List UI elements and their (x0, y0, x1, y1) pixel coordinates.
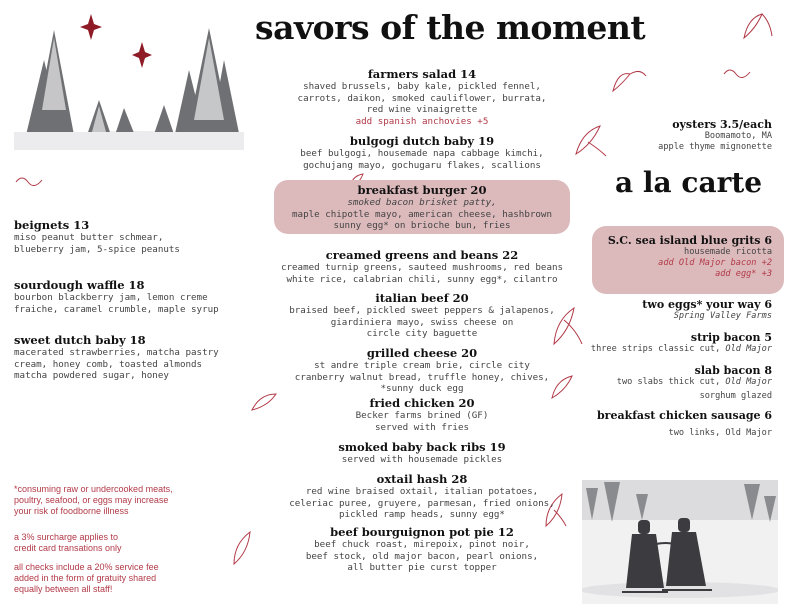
item-desc-line: miso peanut butter schmear, (14, 232, 164, 243)
note-line: credit card transations only (14, 543, 122, 553)
note-line: a 3% surcharge applies to (14, 532, 119, 542)
snowy-trees-illustration (14, 20, 244, 150)
page-title: savors of the moment (255, 8, 646, 47)
item-desc-line: three strips classic cut, (590, 344, 726, 354)
item-addon: add Old Major bacon +2 (658, 258, 772, 268)
note-line: your risk of foodborne illness (14, 506, 129, 516)
menu-item-chicken-sausage (597, 409, 772, 439)
item-desc-line: braised beef, pickled sweet peppers & jalapenos, (289, 305, 555, 316)
item-desc-line: sorghum glazed (699, 391, 772, 401)
alacarte-heading: a la carte (615, 166, 763, 199)
item-name: grilled cheese 20 (366, 346, 478, 360)
item-desc-line: cranberry walnut bread, truffle honey, chives, (294, 371, 550, 383)
item-desc-line: shaved brussels, baby kale, pickled fennel, (303, 81, 541, 92)
menu-item-ribs (272, 440, 572, 466)
item-desc-line: served with fries (374, 421, 470, 433)
note-line: added in the form of gratuity shared (14, 573, 157, 583)
leaf-icon (740, 8, 776, 44)
menu-item-italian-beef (272, 291, 572, 340)
consumption-warning (14, 484, 173, 517)
note-line: equally between all staff! (14, 584, 113, 594)
menu-item-fried-chicken (272, 396, 572, 433)
menu-item-strip-bacon (591, 331, 772, 355)
item-name: sweet dutch baby 18 (14, 333, 146, 347)
star-icon (132, 42, 152, 68)
item-desc-line: st andre triple cream brie, circle city (314, 360, 530, 371)
item-name: breakfast burger 20 (357, 183, 487, 197)
menu-item-creamed-greens (262, 248, 582, 285)
item-name: oysters 3.5/each (672, 118, 772, 131)
item-desc-line: white rice, calabrian chili, sunny egg*, cilantro (286, 273, 558, 285)
item-desc-italic: Old Major (725, 377, 772, 387)
item-desc-line: celeriac puree, gruyere, parmesan, fried onions, (289, 497, 555, 509)
menu-item-breakfast-burger (272, 183, 572, 232)
item-name: oxtail hash 28 (376, 472, 468, 486)
item-desc-line: beef chuck roast, mirepoix, pinot noir, (314, 539, 530, 550)
leaf-icon (570, 120, 610, 160)
item-desc-line: housemade ricotta (684, 247, 772, 257)
menu-item-grilled-cheese (272, 346, 572, 395)
item-desc-line: cream, honey comb, toasted almonds (14, 358, 203, 370)
leaf-icon (228, 528, 258, 568)
menu-item-grits (608, 234, 772, 280)
item-name: beignets 13 (14, 218, 90, 232)
item-desc-line: Spring Valley Farms (673, 311, 772, 321)
item-desc-line: served with housemade pickles (341, 454, 503, 465)
item-name: strip bacon 5 (690, 331, 772, 344)
menu-item-oxtail-hash (272, 472, 572, 521)
service-fee-note (14, 562, 159, 595)
item-desc-line: maple chipotle mayo, american cheese, hashbrown (292, 208, 552, 220)
item-name: fried chicken 20 (369, 396, 475, 410)
item-name: two eggs* your way 6 (642, 298, 772, 311)
item-name: breakfast chicken sausage 6 (596, 409, 772, 422)
item-desc-line: blueberry jam, 5-spice peanuts (14, 243, 180, 255)
skaters-illustration (582, 480, 778, 604)
item-desc-line: smoked bacon brisket patty, (347, 197, 497, 208)
note-line: poultry, seafood, or eggs may increase (14, 495, 169, 505)
menu-item-two-eggs (642, 298, 772, 322)
item-desc-line: creamed turnip greens, sauteed mushrooms, red beans (280, 262, 564, 273)
note-line: *consuming raw or undercooked meats, (14, 484, 173, 494)
item-name: italian beef 20 (375, 291, 469, 305)
item-desc-line: sunny egg* on brioche bun, fries (333, 220, 511, 231)
item-desc-line: macerated strawberries, matcha pastry (14, 347, 219, 358)
item-desc-line: red wine braised oxtail, italian potatoes, (305, 486, 539, 497)
menu-item-bulgogi (272, 134, 572, 171)
item-name: beef bourguignon pot pie 12 (330, 525, 514, 539)
squiggle-icon (14, 172, 44, 190)
item-desc-line: matcha powdered sugar, honey (14, 370, 169, 381)
squiggle-icon (722, 64, 752, 82)
menu-item-sweet-dutch-baby (14, 333, 219, 382)
item-desc-line: Boomamoto, MA (704, 131, 772, 141)
menu-item-pot-pie (272, 525, 572, 574)
item-desc-line: gochujang mayo, gochugaru flakes, scallions (303, 159, 541, 171)
item-name: farmers salad 14 (367, 67, 477, 81)
menu-item-sourdough-waffle (14, 278, 219, 315)
item-desc-line: circle city baguette (366, 328, 478, 339)
item-name: smoked baby back ribs 19 (338, 440, 506, 454)
item-desc-italic: Old Major (725, 344, 772, 354)
item-desc-line: two links, Old Major (668, 428, 772, 438)
item-addon: add spanish anchovies +5 (355, 115, 489, 127)
item-desc-line: fraiche, caramel crumble, maple syrup (14, 303, 219, 315)
item-name: sourdough waffle 18 (14, 278, 145, 292)
item-name: bulgogi dutch baby 19 (349, 134, 495, 148)
item-desc-line: beef stock, old major bacon, pearl onions, (305, 550, 539, 562)
star-icon (80, 14, 102, 40)
item-desc-line: all butter pie curst topper (347, 562, 497, 573)
item-desc-line: bourbon blackberry jam, lemon creme (14, 292, 208, 303)
menu-item-oysters (658, 118, 772, 153)
item-desc-line: two slabs thick cut, (616, 377, 726, 387)
item-desc-line: giardiniera mayo, swiss cheese on (330, 316, 514, 328)
item-name: creamed greens and beans 22 (325, 248, 519, 262)
menu-item-beignets (14, 218, 180, 255)
item-name: S.C. sea island blue grits 6 (607, 234, 772, 247)
item-desc-line: red wine vinaigrette (366, 104, 478, 115)
note-line: all checks include a 20% service fee (14, 562, 159, 572)
item-desc-line: carrots, daikon, smoked cauliflower, burrata, (297, 92, 547, 104)
item-desc-line: Becker farms brined (GF) (355, 410, 489, 421)
menu-item-slab-bacon (617, 364, 772, 402)
menu-item-farmers-salad (272, 67, 572, 127)
item-addon: add egg* +3 (715, 269, 772, 279)
item-desc-line: pickled ramp heads, sunny egg* (339, 509, 505, 520)
item-desc-line: beef bulgogi, housemade napa cabbage kimchi, (300, 148, 544, 159)
item-desc-line: *sunny duck egg (380, 383, 464, 394)
surcharge-note (14, 532, 122, 554)
leaf-icon (608, 66, 648, 96)
item-name: slab bacon 8 (694, 364, 772, 377)
item-desc-line: apple thyme mignonette (658, 142, 772, 152)
